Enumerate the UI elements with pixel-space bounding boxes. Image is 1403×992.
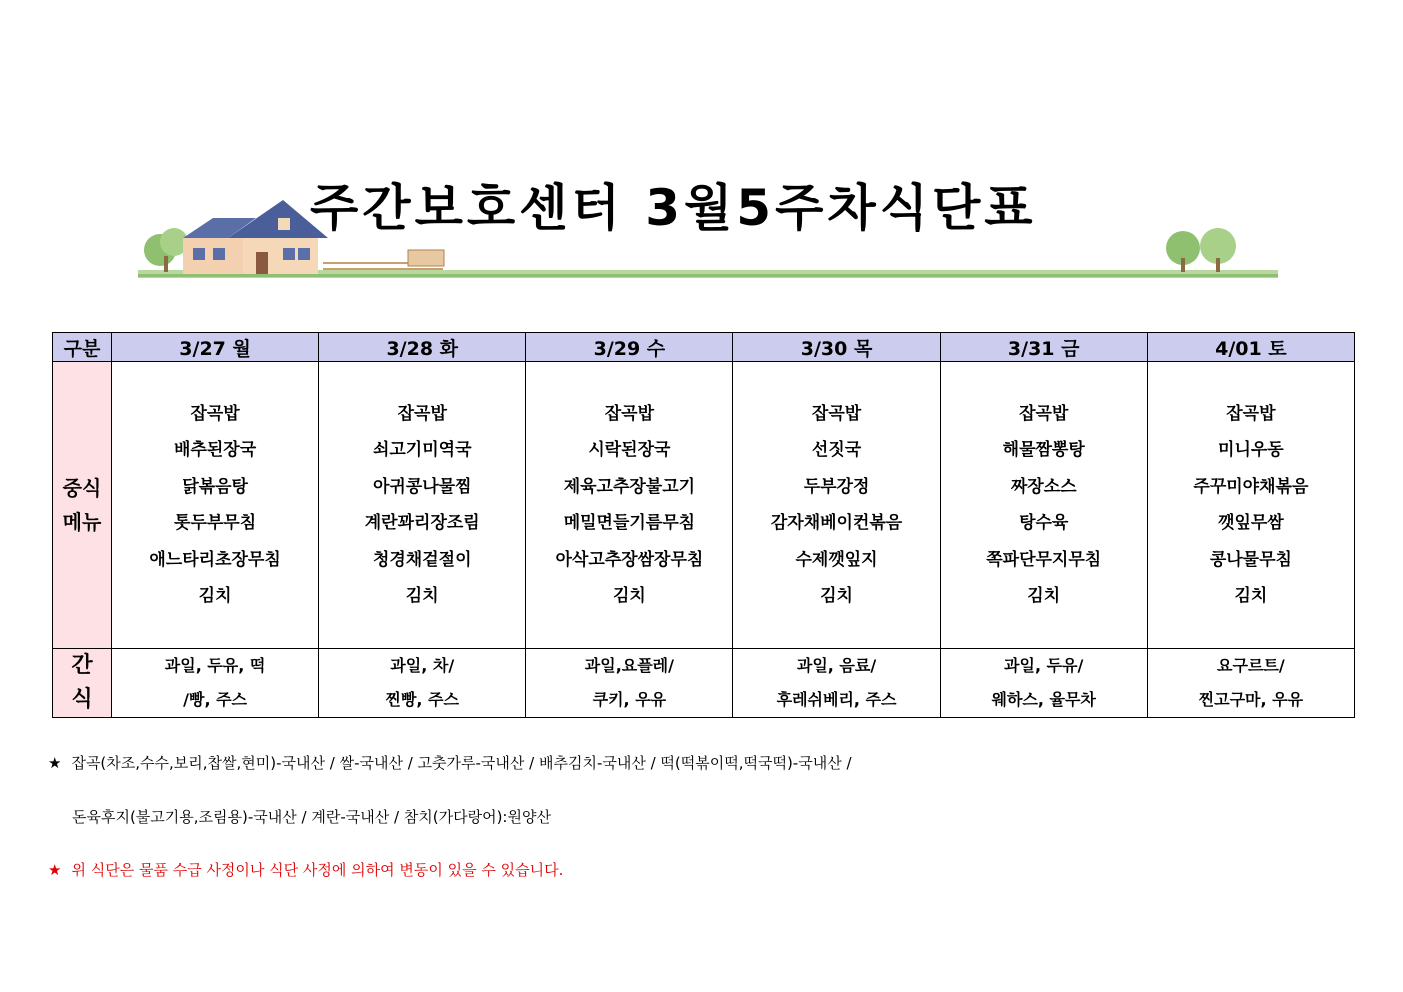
dish: 김치 <box>1234 586 1268 606</box>
dish: 애느타리초장무침 <box>149 549 281 570</box>
snack-cell: 요구르트/ 찐고구마, 우유 <box>1147 649 1354 718</box>
star-icon: ★ <box>48 861 62 879</box>
dish: 김치 <box>820 586 853 606</box>
origin-note: ★ 잡곡(차조,수수,보리,찹쌀,현미)-국내산 / 쌀-국내산 / 고춧가루-국내산 / 배추김치-국내산 / 떡(떡볶이떡,떡국떡)-국내산 / <box>48 754 852 772</box>
dish: 탕수육 <box>1019 513 1069 533</box>
dish: 잡곡밥 <box>1226 403 1276 424</box>
snack-label: 간 식 <box>53 649 112 718</box>
dish: 메밀면들기름무침 <box>563 513 696 533</box>
dish: 배추된장국 <box>174 440 257 460</box>
dish: 시락된장국 <box>588 440 671 460</box>
dish: 깻잎무쌈 <box>1218 513 1284 533</box>
day-header: 3/28 화 <box>319 333 526 362</box>
day-header: 3/27 월 <box>112 333 319 362</box>
dish: 아삭고추장쌈장무침 <box>555 549 704 570</box>
dish: 미니우동 <box>1218 440 1284 460</box>
lunch-cell <box>112 362 319 649</box>
dish: 주꾸미야채볶음 <box>1193 476 1309 497</box>
dish: 닭볶음탕 <box>182 476 248 497</box>
dish: 아귀콩나물찜 <box>372 476 472 497</box>
lunch-cell <box>526 362 733 649</box>
dish: 계란꽈리장조림 <box>364 513 480 533</box>
dish: 선짓국 <box>811 440 862 460</box>
star-icon: ★ <box>48 754 62 772</box>
dish: 김치 <box>1027 586 1061 606</box>
dish: 해물짬뽕탕 <box>1002 440 1085 460</box>
snack-cell: 과일, 두유, 떡 /빵, 주스 <box>112 649 319 718</box>
dish: 잡곡밥 <box>811 403 862 424</box>
lunch-cell <box>1147 362 1354 649</box>
dish: 쪽파단무지무침 <box>986 549 1102 570</box>
dish: 제육고추장불고기 <box>563 476 696 497</box>
dish: 감자채베이컨볶음 <box>770 513 903 533</box>
day-header: 3/29 수 <box>526 333 733 362</box>
dish: 콩나물무침 <box>1209 549 1292 570</box>
lunch-cell <box>319 362 526 649</box>
dish: 두부강정 <box>803 476 870 497</box>
snack-cell: 과일, 음료/ 후레쉬베리, 주스 <box>733 649 940 718</box>
lunch-label: 중식 메뉴 <box>53 362 112 649</box>
dish: 톳두부무침 <box>174 513 257 533</box>
dish: 김치 <box>405 586 439 606</box>
corner-cell: 구분 <box>53 333 112 362</box>
day-header: 3/30 목 <box>733 333 940 362</box>
weekly-menu-table <box>52 332 1355 718</box>
dish: 잡곡밥 <box>604 403 655 424</box>
snack-cell: 과일, 차/ 찐빵, 주스 <box>319 649 526 718</box>
dish: 잡곡밥 <box>397 403 447 424</box>
dish: 수제깻잎지 <box>795 549 878 570</box>
snack-cell: 과일, 두유/ 웨하스, 율무차 <box>940 649 1147 718</box>
snack-cell: 과일,요플레/ 쿠키, 우유 <box>526 649 733 718</box>
dish: 짜장소스 <box>1010 476 1077 497</box>
origin-note-continued: 돈육후지(불고기용,조림용)-국내산 / 계란-국내산 / 참치(가다랑어):원양산 <box>72 808 551 826</box>
lunch-row <box>53 362 1355 649</box>
change-warning: ★ 위 식단은 물품 수급 사정이나 식단 사정에 의하여 변동이 있을 수 있습니다. <box>48 861 564 879</box>
page-title: 주간보호센터 3월5주차식단표 <box>310 179 1037 237</box>
dish: 쇠고기미역국 <box>372 440 472 460</box>
dish: 청경채겉절이 <box>372 549 472 570</box>
dish: 김치 <box>198 586 232 606</box>
lunch-cell <box>733 362 940 649</box>
dish: 김치 <box>612 586 646 606</box>
dish: 잡곡밥 <box>1019 403 1069 424</box>
dish: 잡곡밥 <box>190 403 240 424</box>
day-header: 4/01 토 <box>1147 333 1354 362</box>
table-header-row <box>53 333 1355 362</box>
lunch-cell <box>940 362 1147 649</box>
day-header: 3/31 금 <box>940 333 1147 362</box>
snack-row <box>53 649 1355 718</box>
